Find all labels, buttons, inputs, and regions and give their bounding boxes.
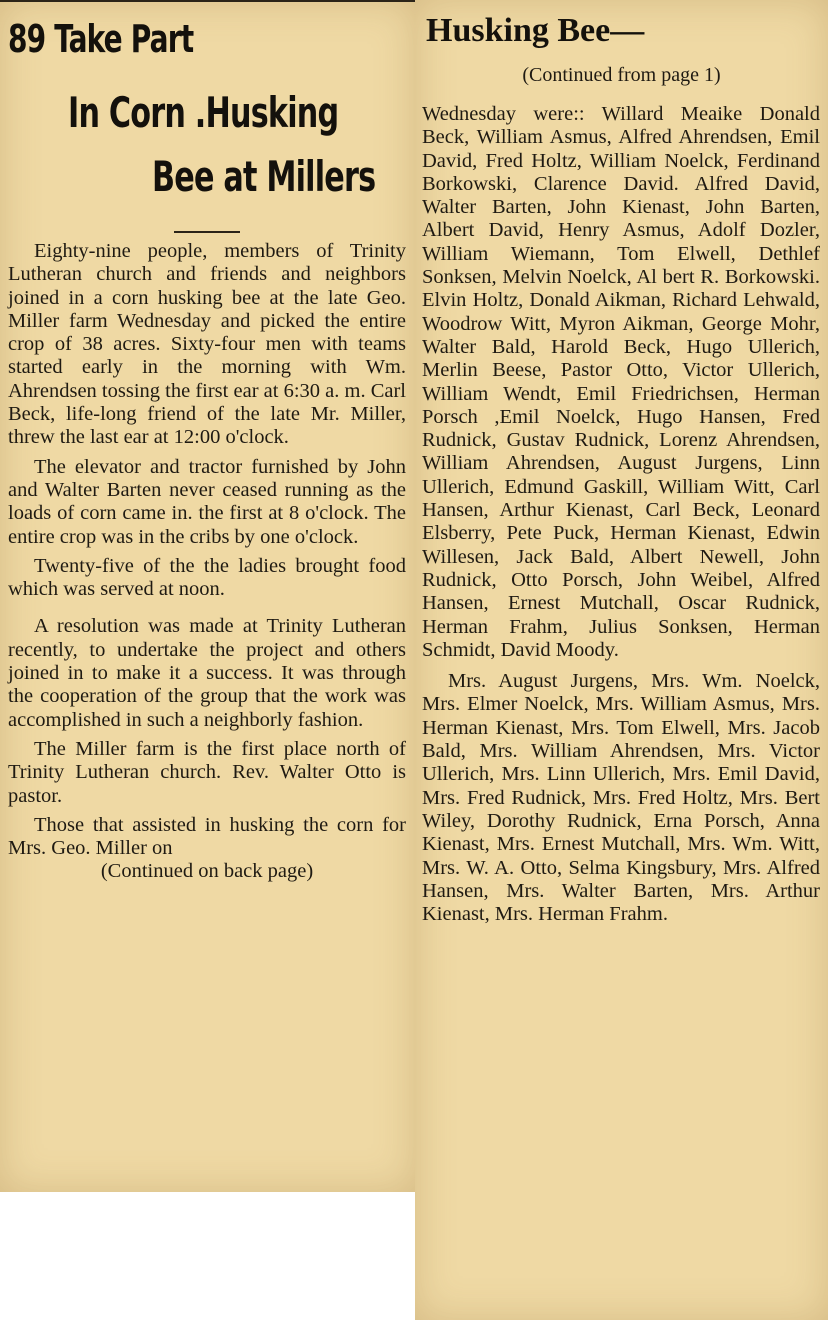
headline-line-3: Bee at Millers (152, 152, 376, 201)
right-article-body (422, 103, 820, 934)
top-rule (0, 0, 415, 2)
paragraph: Eighty-nine people, members of Trinity Lutheran church and friends and neighbors joined in a corn husking bee at the late Geo. Miller farm Wednesday and picked the entire crop of 38 acres. Sixty-four men with teams started early in the morning with Wm. Ahrendsen tossing the first ear at 6:30 a. m. Carl Beck, life-long friend of the late Mr. Miller, threw the last ear at 12:00 o'clock. (8, 240, 406, 449)
paragraph: Twenty-five of the the ladies brought food which was served at noon. (8, 554, 406, 601)
continued-from-note: (Continued from page 1) (522, 64, 721, 86)
paragraph: Wednesday were:: Willard Meaike Donald Beck, William Asmus, Alfred Ahrendsen, Emil David, Fred Holtz, William Noelck, Ferdinand Borkowski, Clarence David. Alfred David, Walter Barten, John Kienast, John Barten, Albert David, Henry Asmus, Adolf Dozler, William Wiemann, Tom Elwell, Dethlef Sonksen, Melvin Noelck, Al bert R. Borkowski. Elvin Holtz, Donald Aikman, Richard Lehwald, Woodrow Witt, Myron Aikman, George Mohr, Walter Bald, Harold Beck, Hugo Ullerich, Merlin Beese, Pastor Otto, Victor Ullerich, William Wendt, Emil Friedrichsen, Herman Porsch ,Emil Noelck, Hugo Hansen, Fred Rudnick, Gustav Rudnick, Lorenz Ahrendsen, William Ahrendsen, August Jurgens, Linn Ullerich, Edmund Gaskill, William Witt, Carl Hansen, Arthur Kienast, Carl Beck, Leonard Elsberry, Pete Puck, Herman Kienast, Edwin Willesen, Jack Bald, Albert Newell, John Rudnick, Otto Porsch, John Weibel, Alfred Hansen, Ernest Mutchall, Oscar Rudnick, Herman Frahm, Julius Sonksen, Herman Schmidt, David Moody. (422, 103, 820, 661)
headline-line-2: In Corn .Husking (68, 88, 339, 137)
paragraph: A resolution was made at Trinity Lutheran recently, to undertake the project and others joined in to make it a success. It was through the cooperation of the group that the work was accomplished in such a neighborly fashion. (8, 615, 406, 731)
paragraph: The elevator and tractor furnished by John and Walter Barten never ceased running as the loads of corn came in. the first at 8 o'clock. The entire crop was in the cribs by one o'clock. (8, 455, 406, 548)
paragraph: Those that assisted in husking the corn for Mrs. Geo. Miller on (8, 813, 406, 860)
headline-divider (174, 231, 240, 233)
paragraph: The Miller farm is the first place north of Trinity Lutheran church. Rev. Walter Otto is pastor. (8, 737, 406, 807)
right-headline: Husking Bee— (426, 12, 645, 49)
left-article-body (8, 240, 406, 890)
continued-on-note: (Continued on back page) (100, 860, 314, 883)
paragraph: Mrs. August Jurgens, Mrs. Wm. Noelck, Mrs. Elmer Noelck, Mrs. William Asmus, Mrs. Herman Kienast, Mrs. Tom Elwell, Mrs. Jacob Bald, Mrs. William Ahrendsen, Mrs. Victor Ullerich, Mrs. Linn Ullerich, Mrs. Emil David, Mrs. Fred Rudnick, Mrs. Fred Holtz, Mrs. Bert Wiley, Dorothy Rudnick, Erna Porsch, Anna Kienast, Mrs. Ernest Mutchall, Mrs. Wm. Witt, Mrs. W. A. Otto, Selma Kingsbury, Mrs. Alfred Hansen, Mrs. Walter Barten, Mrs. Arthur Kienast, Mrs. Herman Frahm. (422, 670, 820, 926)
headline-line-1: 89 Take Part (8, 17, 194, 61)
